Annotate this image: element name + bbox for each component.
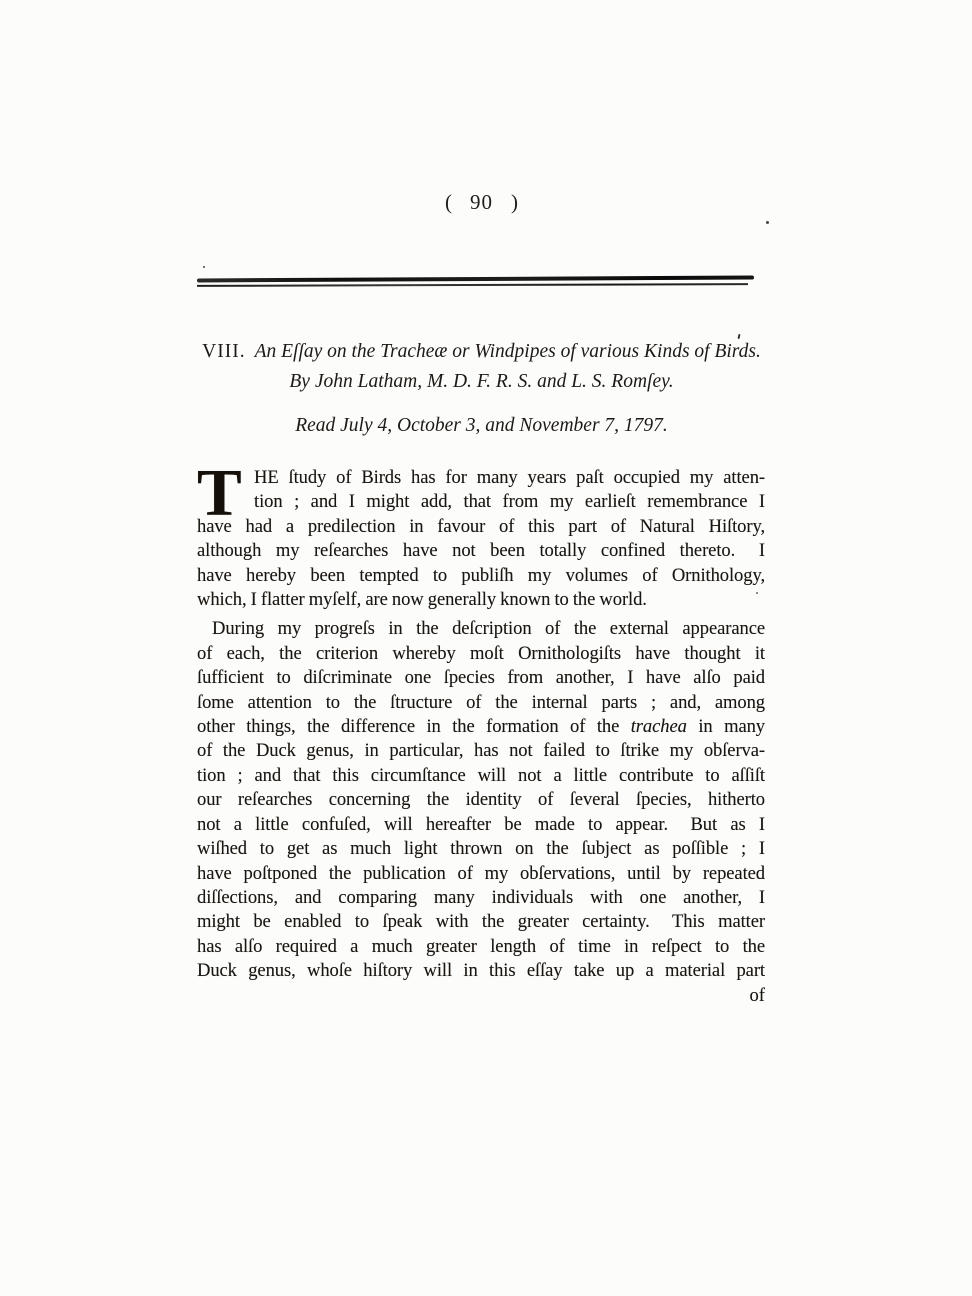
- article-title: An Eſſay on the Tracheæ or Windpipes of various Kinds of Birds.: [254, 341, 761, 362]
- scan-speck: [203, 266, 205, 268]
- text-line: wiſhed to get as much light thrown on the ſubject as poſſible ; I: [197, 838, 765, 860]
- page-number: [198, 190, 765, 215]
- text-line: During my progreſs in the deſcription of the external appearance: [212, 618, 765, 640]
- text-line: have poſtponed the publication of my obſervations, until by repeated: [197, 862, 765, 884]
- text-line: of each, the criterion whereby moſt Ornithologiſts have thought it: [197, 642, 765, 664]
- catchword: of: [749, 984, 765, 1006]
- paragraph-1: [197, 456, 765, 612]
- article-heading: [198, 337, 765, 397]
- drop-cap-initial: T: [197, 456, 242, 530]
- text-line: our reſearches concerning the identity of ſeveral ſpecies, hitherto: [197, 789, 765, 811]
- article-number: VIII.: [202, 341, 246, 362]
- page-number-value: 90: [470, 190, 493, 214]
- scan-speck: [756, 592, 758, 594]
- section-divider-rule: [197, 276, 754, 288]
- page-number-close-paren: ): [511, 190, 518, 214]
- read-dates-line: Read July 4, October 3, and November 7, 1797.: [295, 415, 668, 436]
- article-title-line: [198, 337, 765, 367]
- text-line: HE ſtudy of Birds has for many years paſt occupied my atten-: [254, 467, 765, 488]
- text-line: have hereby been tempted to publiſh my volumes of Ornithology,: [197, 564, 765, 586]
- text-line: other things, the difference in the formation of the trachea in many: [197, 716, 765, 738]
- text-line: not a little confuſed, will hereafter be made to appear. But as I: [197, 813, 765, 835]
- paragraph-2: [197, 617, 765, 983]
- text-line: has alſo required a much greater length of time in reſpect to the: [197, 935, 765, 957]
- divider-rule-thick-line: [197, 276, 754, 283]
- text-line: might be enabled to ſpeak with the greater certainty. This matter: [197, 911, 765, 933]
- text-line: of the Duck genus, in particular, has not failed to ſtrike my obſerva-: [197, 740, 765, 762]
- divider-rule-thin-line: [197, 283, 748, 287]
- text-line: have had a predilection in favour of this part of Natural Hiſtory,: [197, 515, 765, 537]
- page-number-open-paren: (: [445, 190, 452, 214]
- body-text: [197, 456, 765, 1008]
- text-line: tion ; and that this circumſtance will not a little contribute to aſſiſt: [197, 764, 765, 786]
- text-line: although my reſearches have not been totally confined thereto. I: [197, 540, 765, 562]
- text-line: Duck genus, whoſe hiſtory will in this eſſay take up a material part: [197, 960, 765, 982]
- text-line: diſſections, and comparing many individuals with one another, I: [197, 886, 765, 908]
- text-line: tion ; and I might add, that from my earlieſt remembrance I: [254, 491, 765, 513]
- text-line: which, I flatter myſelf, are now generally known to the world.: [197, 589, 647, 611]
- text-line: ſufficient to diſcriminate one ſpecies from another, I have alſo paid: [197, 667, 765, 689]
- text-line: ſome attention to the ſtructure of the internal parts ; and, among: [197, 691, 765, 713]
- scan-speck: [766, 221, 769, 224]
- article-byline: By John Latham, M. D. F. R. S. and L. S. Romſey.: [289, 371, 674, 392]
